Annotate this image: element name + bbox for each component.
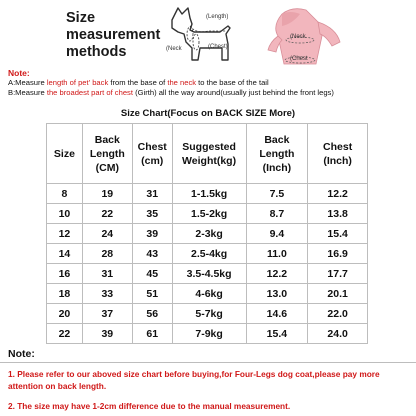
bottom-note-1: 1. Please refer to our aboved size chart before buying,for Four-Legs dog coat,please pay more attention on back length. — [8, 369, 380, 391]
table-row — [47, 204, 368, 224]
measurement-notes — [8, 68, 412, 98]
header-back-length-inch: Back Length (Inch) — [246, 124, 308, 184]
cell-back-length-inch: 11.0 — [246, 244, 308, 264]
cell-back-length-inch: 12.2 — [246, 264, 308, 284]
cell-size: 12 — [47, 224, 83, 244]
cell-chest-cm: 31 — [132, 184, 172, 204]
cell-chest-inch: 24.0 — [308, 324, 368, 344]
neck-label: (Neck — [166, 46, 182, 52]
cell-back-length-inch: 9.4 — [246, 224, 308, 244]
cell-back-length-cm: 31 — [82, 264, 132, 284]
cell-chest-inch: 15.4 — [308, 224, 368, 244]
cell-back-length-cm: 22 — [82, 204, 132, 224]
length-label: (Length) — [206, 14, 229, 20]
hoodie-neck-label: (Neck — [290, 34, 306, 40]
cell-suggested-weight: 2.5-4kg — [172, 244, 246, 264]
dog-measure-diagram — [150, 4, 250, 66]
cell-back-length-cm: 24 — [82, 224, 132, 244]
table-row — [47, 264, 368, 284]
cell-size: 14 — [47, 244, 83, 264]
cell-back-length-inch: 14.6 — [246, 304, 308, 324]
cell-back-length-cm: 37 — [82, 304, 132, 324]
cell-suggested-weight: 5-7kg — [172, 304, 246, 324]
cell-chest-inch: 12.2 — [308, 184, 368, 204]
size-chart-table — [46, 123, 368, 344]
cell-size: 10 — [47, 204, 83, 224]
cell-back-length-cm: 33 — [82, 284, 132, 304]
header-suggested-weight: Suggested Weight(kg) — [172, 124, 246, 184]
cell-chest-inch: 22.0 — [308, 304, 368, 324]
cell-chest-cm: 51 — [132, 284, 172, 304]
cell-chest-cm: 39 — [132, 224, 172, 244]
table-row — [47, 244, 368, 264]
cell-suggested-weight: 4-6kg — [172, 284, 246, 304]
table-row — [47, 224, 368, 244]
table-row — [47, 324, 368, 344]
methods-title: Size measurement methods — [66, 10, 161, 60]
cell-back-length-cm: 39 — [82, 324, 132, 344]
cell-suggested-weight: 7-9kg — [172, 324, 246, 344]
cell-back-length-cm: 19 — [82, 184, 132, 204]
note-heading: Note: — [8, 68, 30, 78]
bottom-note-heading: Note: — [8, 348, 35, 360]
cell-back-length-inch: 7.5 — [246, 184, 308, 204]
cell-chest-inch: 17.7 — [308, 264, 368, 284]
cell-suggested-weight: 1-1.5kg — [172, 184, 246, 204]
cell-back-length-inch: 8.7 — [246, 204, 308, 224]
cell-size: 20 — [47, 304, 83, 324]
table-row — [47, 304, 368, 324]
measurement-header — [0, 0, 416, 66]
chest-label: (Chest) — [208, 44, 228, 50]
cell-back-length-inch: 13.0 — [246, 284, 308, 304]
cell-size: 8 — [47, 184, 83, 204]
note-a: A:Measure length of pet' back from the base of the neck to the base of the tail — [8, 78, 269, 87]
cell-suggested-weight: 3.5-4.5kg — [172, 264, 246, 284]
cell-chest-inch: 13.8 — [308, 204, 368, 224]
cell-size: 22 — [47, 324, 83, 344]
cell-chest-cm: 61 — [132, 324, 172, 344]
header-chest-inch: Chest (Inch) — [308, 124, 368, 184]
cell-size: 16 — [47, 264, 83, 284]
note-b: B:Measure the broadest part of chest (Girth) all the way around(usually just behind the front legs) — [8, 88, 334, 97]
cell-chest-cm: 35 — [132, 204, 172, 224]
header-back-length-cm: Back Length (CM) — [82, 124, 132, 184]
cell-back-length-inch: 15.4 — [246, 324, 308, 344]
header-chest-cm: Chest (cm) — [132, 124, 172, 184]
cell-suggested-weight: 2-3kg — [172, 224, 246, 244]
cell-chest-inch: 16.9 — [308, 244, 368, 264]
table-header-row — [47, 124, 368, 184]
cell-chest-inch: 20.1 — [308, 284, 368, 304]
cell-chest-cm: 43 — [132, 244, 172, 264]
cell-suggested-weight: 1.5-2kg — [172, 204, 246, 224]
cell-size: 18 — [47, 284, 83, 304]
cell-chest-cm: 45 — [132, 264, 172, 284]
header-size: Size — [47, 124, 83, 184]
size-chart-title: Size Chart(Focus on BACK SIZE More) — [120, 108, 296, 119]
cell-back-length-cm: 28 — [82, 244, 132, 264]
hoodie-chest-label: (Chest — [290, 56, 308, 62]
table-row — [47, 184, 368, 204]
cell-chest-cm: 56 — [132, 304, 172, 324]
table-row — [47, 284, 368, 304]
divider — [0, 362, 416, 363]
bottom-note-2: 2. The size may have 1-2cm difference due to the manual measurement. — [8, 401, 291, 411]
